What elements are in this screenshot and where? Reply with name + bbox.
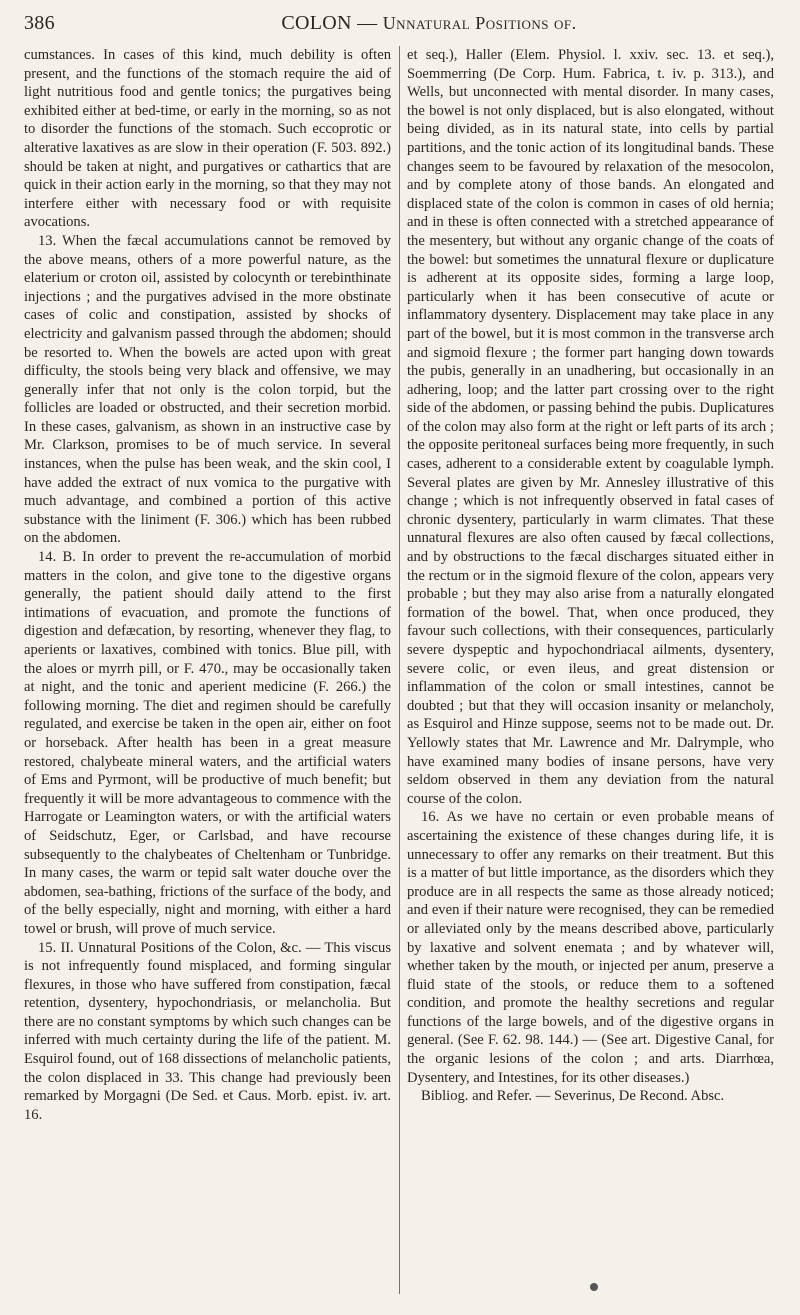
paragraph: cumstances. In cases of this kind, much debility is often present, and the functions of the stomach require the aid of light nutritious food and gentle tonics; the purgatives being exhibited either at bed-time, or early in the morning, so as not to disorder the functions of the stomach. Such eccoprotic or alterative laxatives as are slow in their operation (F. 503. 892.) should be taken at night, and purgatives or cathartics that are quick in their action early in the morning, so that they may not interfere either with necessary food or with requisite avocations. — [24, 47, 391, 231]
paragraph: 15. II. Unnatural Positions of the Colon, &c. — This viscus is not infrequently found misplaced, and forming singular flexures, in those who have suffered from constipation, fæcal retention, dysentery, hypochondriasis, or melancholia. But there are no constant symptoms by which such changes can be inferred with much certainty during the life of the patient. M. Esquirol found, out of 168 dissections of melancholic patients, the colon displaced in 33. This change had previously been remarked by Morgagni (De Sed. et Caus. Morb. epist. iv. art. 16. — [24, 939, 391, 1123]
paragraph: 16. As we have no certain or even probable means of ascertaining the existence of these changes during life, it is unnecessary to offer any remarks on their treatment. But this is a matter of but little importance, as the disorders which they produce are in all respects the same as those already noticed; and even if their nature were recognised, they can be remedied or alleviated only by the means described above, particularly by laxative and solvent enemata ; and by whatever will, whether taken by the mouth, or injected per anum, preserve a fluid state of the stools, or reduce them to a softened condition, and promote the healthy secretions and regular functions of the large bowels, and of the digestive organs in general. (See F. 62. 98. 144.) — (See art. Digestive Canal, for the organic lesions of the colon ; and arts. Diarrhœa, Dysentery, and Intestines, for its other diseases.) — [407, 809, 774, 1086]
paragraph: et seq.), Haller (Elem. Physiol. l. xxiv. sec. 13. et seq.), Soemmerring (De Corp. Hum. Fabrica, t. iv. p. 313.), and Wells, but unconnected with mental disorder. In many cases, the bowel is not only displaced, but is also elongated, without being divided, as in its natural state, into cells by partial partitions, and the tonic action of its longitudinal bands. These changes seem to be favoured by relaxation of the mesocolon, and by complete atony of those bands. An elongated and displaced state of the colon is common in cases of old hernia; and in these is often connected with a stretched appearance of the mesentery, but without any organic change of the coats of the bowel: but sometimes the unnatural flexure or duplicature is adherent at its opposite sides, forming a large loop, particularly when it has been consecutive of acute or inflammatory dysentery. Displacement may take place in any part of the bowel, but it is most common in the transverse arch and sigmoid flexure ; the former part hanging down towards the pubis, generally in an unadhering, but occasionally in an adhering, loop; and the latter part crossing over to the right side of the abdomen, or passing behind the pubis. Duplicatures of the colon may also form at the right or left parts of its arch ; the opposite peritoneal surfaces being more frequently, in such cases, adherent to a considerable extent by coagulable lymph. Several plates are given by Mr. Annesley illustrative of this change ; which is not infrequently observed in fatal cases of chronic dysentery, particularly in warm climates. That these unnatural flexures are also often caused by fæcal collections, and by obstructions to the fæcal discharges situated either in the rectum or in the sigmoid flexure of the colon, appears very probable ; but they may also arise from a naturally elongated formation of the bowel. That, when once produced, they favour such collections, with their consequences, particularly severe dyspeptic and hypochondriacal ailments, dysentery, severe colic, or even ileus, and great distension or inflammation of the colon or small intestines, cannot be doubted ; but that they will occasion insanity or melancholy, as Esquirol and Hinze suppose, seems not to be made out. Dr. Yellowly states that Mr. Lawrence and Mr. Dalrymple, who have examined many bodies of insane persons, have very seldom observed in them any deviation from the natural course of the colon. — [407, 47, 774, 807]
ink-blot-mark — [590, 1283, 598, 1291]
right-column — [407, 46, 774, 1304]
bibliography-line: Bibliog. and Refer. — Severinus, De Recond. Absc. — [421, 1088, 725, 1105]
running-title-subtitle: Unnatural Positions of. — [382, 13, 577, 33]
paragraph: 14. B. In order to prevent the re-accumulation of morbid matters in the colon, and give tone to the digestive organs generally, the patient should daily attend to the first intimations of evacuation, and promote the functions of digestion and defæcation, by resorting, whenever they flag, to aperients or laxatives, combined with tonics. Blue pill, with the aloes or myrrh pill, or F. 470., may be occasionally taken at night, and the tonic and aperient medicine (F. 266.) the following morning. The diet and regimen should be carefully regulated, and exercise be taken in the open air, either on foot or horseback. After health has been in a great measure restored, chalybeate mineral waters, and the artificial waters of Ems and Pyrmont, will be productive of much benefit; but frequently it will be more advantageous to commence with the Harrogate or Leamington waters, or with the artificial waters of Seidschutz, Eger, or Carlsbad, and have recourse subsequently to the chalybeates of Cheltenham or Tunbridge. In many cases, the warm or tepid salt water douche over the abdomen, sea-bathing, frictions of the surface of the body, and of the belly especially, night and morning, with either a hard towel or brush, will prove of much service. — [24, 549, 391, 937]
running-head — [24, 12, 774, 46]
paragraph: 13. When the fæcal accumulations cannot be removed by the above means, others of a more powerful nature, as the elaterium or croton oil, assisted by colocynth or terebinthinate injections ; and the purgatives advised in the more obstinate cases of colic and constipation, assisted by shocks of electricity and galvanism passed through the abdomen; should be resorted to. When the bowels are acted upon with great difficulty, the stools being very black and offensive, we may generally infer that not only is the colon torpid, but the follicles are loaded or obstructed, and their secretion morbid. In these cases, galvanism, as shown in an instructive case by Mr. Clarkson, promises to be of much service. In several instances, when the pulse has been weak, and the skin cool, I have added the extract of nux vomica to the purgative with much advantage, and combined a portion of this active substance with the liniment (F. 306.) which has been rubbed on the abdomen. — [24, 232, 391, 547]
page-number: 386 — [24, 12, 55, 34]
left-column — [24, 46, 391, 1304]
text-columns — [24, 46, 774, 1304]
running-title — [84, 12, 774, 35]
running-title-main: COLON — — [281, 12, 383, 34]
